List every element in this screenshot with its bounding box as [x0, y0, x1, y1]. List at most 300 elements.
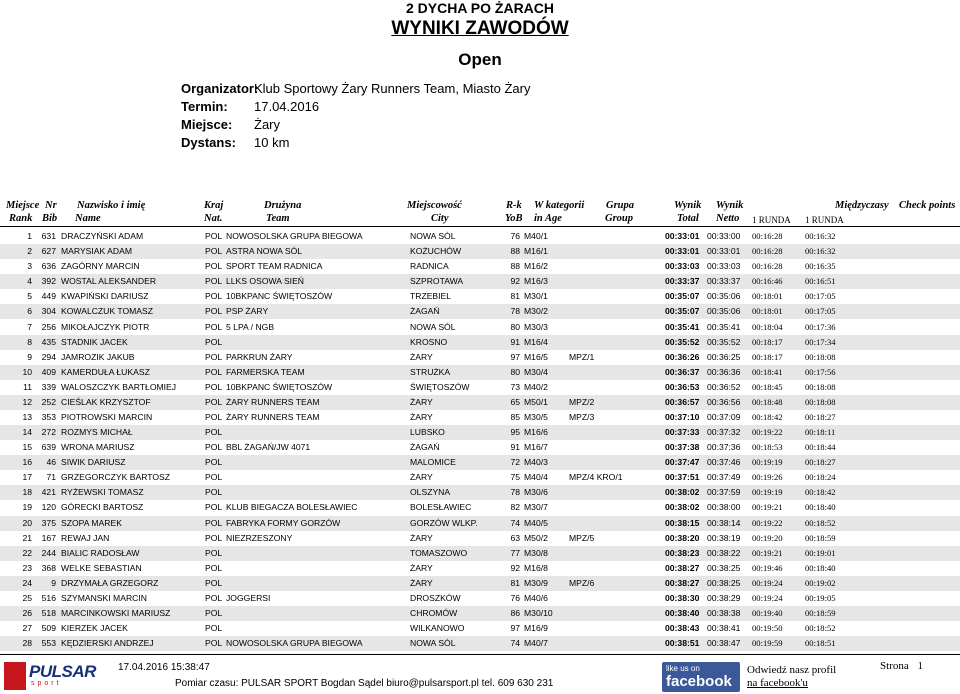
col-check: Check points [899, 200, 956, 211]
cell-netto: 00:37:59 [707, 487, 741, 498]
table-row [0, 320, 960, 335]
cell-rank: 22 [22, 547, 32, 558]
cell-yob: 78 [510, 306, 520, 317]
cell-group: MPZ/2 [569, 396, 595, 407]
cell-nat: POL [205, 381, 223, 392]
table-row [0, 229, 960, 244]
cell-total: 00:38:23 [665, 547, 700, 558]
col-nat-pl: Kraj [204, 200, 224, 211]
cell-city: ŻARY [410, 532, 433, 543]
cell-total: 00:35:07 [665, 291, 700, 302]
cell-total: 00:37:47 [665, 457, 700, 468]
cell-group: MPZ/5 [569, 532, 595, 543]
cell-r1: 00:19:19 [752, 457, 783, 468]
cell-total: 00:35:41 [665, 321, 700, 332]
cell-total: 00:37:38 [665, 442, 700, 453]
cell-total: 00:33:03 [665, 261, 700, 272]
col-cat-pl: W kategorii [534, 200, 585, 211]
cell-city: ŻARY [410, 412, 433, 422]
table-row [0, 621, 960, 636]
cell-bib: 9 [51, 577, 56, 588]
cell-cat: M30/1 [524, 291, 548, 302]
table-row [0, 365, 960, 380]
cell-r1: 00:18:01 [752, 306, 783, 317]
cell-nat: POL [205, 396, 223, 407]
cell-netto: 00:37:32 [707, 427, 741, 437]
cell-yob: 77 [510, 547, 520, 558]
cell-nat: POL [205, 517, 223, 528]
cell-city: ŻARY [410, 562, 433, 573]
cell-bib: 375 [41, 517, 56, 528]
cell-netto: 00:33:00 [707, 231, 741, 241]
cell-rank: 19 [22, 502, 32, 513]
cell-rank: 5 [27, 291, 32, 302]
cell-cat: M30/5 [524, 412, 548, 422]
cell-total: 00:36:26 [665, 351, 700, 362]
table-row [0, 335, 960, 350]
cell-netto: 00:37:36 [707, 442, 741, 453]
cell-yob: 88 [510, 261, 520, 272]
cell-team: 10BKPANC ŚWIĘTOSZÓW [226, 381, 333, 392]
col-netto-pl: Wynik [716, 200, 744, 211]
cell-r1: 00:18:04 [752, 321, 783, 332]
cell-r1: 00:18:45 [752, 381, 783, 392]
cell-yob: 92 [510, 562, 520, 573]
cell-name: BIALIC RADOSŁAW [61, 547, 140, 558]
category-title: Open [458, 50, 502, 69]
cell-r2: 00:18:40 [805, 562, 836, 573]
cell-rank: 11 [23, 381, 32, 392]
cell-netto: 00:38:29 [707, 592, 741, 603]
cell-rank: 6 [27, 306, 32, 317]
cell-total: 00:37:51 [665, 472, 700, 483]
table-row [0, 546, 960, 561]
cell-city: ŻAGAŃ [410, 442, 440, 453]
cell-r2: 00:19:01 [805, 547, 836, 558]
cell-netto: 00:38:41 [707, 623, 741, 634]
cell-r2: 00:18:51 [805, 638, 836, 649]
cell-netto: 00:36:52 [707, 381, 741, 392]
col-team-en: Team [266, 213, 290, 224]
cell-cat: M30/6 [524, 487, 548, 498]
cell-bib: 120 [41, 502, 56, 513]
cell-cat: M40/1 [524, 231, 548, 241]
cell-r1: 00:16:28 [752, 231, 783, 241]
cell-yob: 80 [510, 321, 520, 332]
cell-total: 00:36:37 [665, 366, 700, 377]
facebook-badge-big: facebook [666, 673, 732, 690]
cell-r1: 00:19:24 [752, 592, 783, 603]
pulsar-logo [4, 662, 96, 690]
cell-city: GORZÓW WLKP. [410, 517, 478, 528]
col-rank-en: Rank [9, 213, 33, 224]
cell-team: PSP ŻARY [226, 306, 269, 317]
cell-nat: POL [205, 291, 223, 302]
cell-total: 00:35:52 [665, 336, 700, 347]
cell-r2: 00:17:34 [805, 336, 836, 347]
cell-name: JAMROZIK JAKUB [61, 351, 135, 362]
cell-netto: 00:38:22 [707, 547, 741, 558]
cell-bib: 304 [41, 306, 56, 317]
facebook-badge-small: like us on [666, 664, 700, 673]
cell-city: LUBSKO [410, 427, 445, 437]
cell-r2: 00:17:05 [805, 291, 836, 302]
cell-name: REWAJ JAN [61, 532, 110, 543]
cell-nat: POL [205, 306, 223, 317]
cell-city: TRZEBIEL [410, 291, 452, 302]
cell-name: ROZMYS MICHAŁ [61, 427, 133, 437]
table-row [0, 531, 960, 546]
cell-city: WILKANOWO [410, 623, 465, 634]
cell-r2: 00:18:42 [805, 487, 836, 498]
cell-cat: M40/6 [524, 592, 548, 603]
cell-cat: M16/9 [524, 623, 548, 634]
cell-city: ŻAGAŃ [410, 306, 440, 317]
table-row [0, 274, 960, 289]
cell-netto: 00:33:37 [707, 276, 741, 287]
cell-total: 00:38:15 [665, 517, 700, 528]
cell-bib: 392 [41, 276, 56, 287]
cell-cat: M50/2 [524, 532, 548, 543]
cell-city: KOŻUCHÓW [410, 246, 462, 257]
cell-city: MALOMICE [410, 457, 456, 468]
cell-name: SZOPA MAREK [61, 517, 122, 528]
date-value: 17.04.2016 [254, 99, 320, 114]
timing-info: Pomiar czasu: PULSAR SPORT Bogdan Sądel biuro@pulsarsport.pl tel. 609 630 231 [175, 678, 554, 689]
cell-total: 00:38:20 [665, 532, 700, 543]
cell-netto: 00:37:09 [707, 412, 741, 422]
cell-r1: 00:19:22 [752, 427, 783, 437]
cell-rank: 13 [22, 412, 32, 422]
cell-bib: 339 [41, 381, 56, 392]
cell-cat: M16/6 [524, 427, 548, 437]
cell-rank: 4 [27, 276, 32, 287]
cell-rank: 12 [22, 396, 32, 407]
cell-bib: 636 [41, 261, 56, 272]
cell-cat: M40/3 [524, 457, 548, 468]
cell-rank: 16 [22, 457, 32, 468]
cell-nat: POL [205, 351, 223, 362]
cell-r2: 00:18:52 [805, 517, 836, 528]
col-city-en: City [431, 213, 449, 224]
table-row [0, 500, 960, 515]
col-rank-pl: Miejsce [6, 200, 40, 211]
cell-team: PARKRUN ŻARY [226, 351, 293, 362]
cell-r2: 00:18:08 [805, 351, 836, 362]
cell-r1: 00:19:46 [752, 562, 783, 573]
cell-total: 00:38:43 [665, 623, 700, 634]
table-row [0, 516, 960, 531]
cell-total: 00:38:51 [665, 638, 700, 649]
cell-nat: POL [205, 231, 223, 241]
cell-city: ŻARY [410, 351, 433, 362]
cell-netto: 00:38:38 [707, 608, 741, 618]
cell-bib: 244 [41, 547, 56, 558]
results-title: WYNIKI ZAWODÓW [391, 18, 569, 39]
cell-r2: 00:18:44 [805, 442, 836, 453]
col-bib-pl: Nr [45, 200, 57, 211]
cell-city: CHROMÓW [410, 608, 458, 618]
cell-bib: 294 [41, 351, 56, 362]
cell-yob: 73 [510, 381, 520, 392]
table-row [0, 410, 960, 425]
cell-r1: 00:19:24 [752, 577, 783, 588]
cell-bib: 256 [41, 321, 56, 332]
col-total-en: Total [677, 213, 699, 224]
cell-r2: 00:16:35 [805, 261, 836, 272]
col-group-en: Group [605, 213, 634, 224]
cell-name: KOWALCZUK TOMASZ [61, 306, 153, 317]
cell-name: DRACZYŃSKI ADAM [61, 231, 144, 241]
cell-cat: M40/7 [524, 638, 548, 649]
cell-nat: POL [205, 457, 223, 468]
cell-name: ZAGÓRNY MARCIN [61, 261, 140, 272]
cell-yob: 76 [510, 231, 520, 241]
table-row [0, 395, 960, 410]
cell-bib: 353 [41, 412, 56, 422]
page-label: Strona [880, 660, 909, 672]
cell-name: MARYSIAK ADAM [61, 246, 132, 257]
cell-r2: 00:17:36 [805, 321, 836, 332]
cell-name: WRONA MARIUSZ [61, 442, 135, 453]
cell-yob: 82 [510, 502, 520, 513]
cell-bib: 409 [41, 366, 56, 377]
cell-r2: 00:18:08 [805, 396, 836, 407]
cell-nat: POL [205, 608, 223, 618]
cell-team: JOGGERSI [226, 592, 271, 603]
cell-rank: 21 [22, 532, 32, 543]
cell-group: MPZ/4 KRO/1 [569, 472, 623, 483]
cell-team: LLKS OSOWA SIEŃ [226, 276, 305, 287]
cell-city: ŻARY [410, 472, 433, 483]
cell-r1: 00:18:41 [752, 366, 783, 377]
col-splits: Międzyczasy [835, 200, 889, 211]
cell-bib: 71 [46, 472, 56, 483]
cell-r1: 00:18:17 [752, 351, 783, 362]
table-row [0, 591, 960, 606]
cell-bib: 368 [41, 562, 56, 573]
cell-name: STADNIK JACEK [61, 336, 128, 347]
place-label: Miejsce: [181, 117, 233, 132]
cell-team: SPORT TEAM RADNICA [226, 261, 323, 272]
cell-nat: POL [205, 412, 223, 422]
cell-nat: POL [205, 487, 223, 498]
cell-yob: 75 [510, 472, 520, 483]
cell-r2: 00:16:51 [805, 276, 836, 287]
cell-yob: 65 [510, 396, 520, 407]
cell-name: PIOTROWSKI MARCIN [61, 412, 153, 422]
page-indicator [880, 660, 923, 672]
cell-rank: 20 [22, 517, 32, 528]
col-group-pl: Grupa [606, 200, 635, 211]
pulsar-logo-icon [4, 662, 26, 690]
cell-nat: POL [205, 592, 223, 603]
cell-r2: 00:18:40 [805, 502, 836, 513]
cell-yob: 76 [510, 592, 520, 603]
cell-total: 00:38:02 [665, 487, 700, 498]
cell-team: NOWOSOLSKA GRUPA BIEGOWA [226, 231, 363, 241]
cell-r1: 00:19:20 [752, 532, 783, 543]
cell-netto: 00:33:01 [707, 246, 741, 257]
cell-bib: 516 [41, 592, 56, 603]
cell-nat: POL [205, 623, 223, 634]
col-yob-en: YoB [505, 213, 523, 224]
cell-r1: 00:18:42 [752, 412, 783, 422]
cell-bib: 631 [41, 231, 56, 241]
cell-rank: 18 [22, 487, 32, 498]
cell-rank: 8 [27, 336, 32, 347]
cell-netto: 00:36:25 [707, 351, 741, 362]
cell-total: 00:33:01 [665, 231, 700, 241]
cell-r1: 00:19:21 [752, 547, 783, 558]
cell-r1: 00:19:26 [752, 472, 783, 483]
cell-r1: 00:18:17 [752, 336, 783, 347]
cell-cat: M16/3 [524, 276, 548, 287]
cell-rank: 17 [22, 472, 32, 483]
cell-netto: 00:38:47 [707, 638, 741, 649]
page-number: 1 [917, 660, 923, 672]
cell-yob: 78 [510, 487, 520, 498]
cell-city: STRUŻKA [410, 366, 451, 377]
cell-cat: M40/4 [524, 472, 548, 483]
table-row [0, 561, 960, 576]
cell-total: 00:35:07 [665, 306, 700, 317]
cell-r1: 00:16:28 [752, 261, 783, 272]
facebook-badge[interactable] [662, 662, 740, 692]
facebook-text-line2: na facebook'u [747, 677, 808, 689]
cell-cat: M16/7 [524, 442, 548, 453]
cell-name: KAMERDUŁA ŁUKASZ [61, 366, 150, 377]
cell-rank: 24 [22, 577, 32, 588]
col-r1: 1 RUNDA [752, 215, 791, 225]
col-cat-en: in Age [534, 213, 562, 224]
cell-bib: 421 [41, 487, 56, 498]
cell-city: OLSZYNA [410, 487, 451, 498]
cell-yob: 74 [510, 638, 520, 649]
cell-yob: 91 [510, 336, 520, 347]
cell-name: KWAPIŃSKI DARIUSZ [61, 291, 149, 302]
cell-rank: 28 [22, 638, 32, 649]
cell-city: KROSNO [410, 336, 448, 347]
cell-netto: 00:36:36 [707, 366, 741, 377]
cell-bib: 435 [41, 336, 56, 347]
cell-name: MIKOŁAJCZYK PIOTR [61, 321, 150, 332]
cell-team: ASTRA NOWA SÓL [226, 246, 303, 257]
cell-cat: M40/5 [524, 517, 548, 528]
cell-team: BBL ŻAGAŃ/JW 4071 [226, 442, 311, 453]
cell-team: NIEZRZESZONY [226, 532, 293, 543]
cell-nat: POL [205, 366, 223, 377]
cell-r1: 00:19:19 [752, 487, 783, 498]
cell-cat: M40/2 [524, 381, 548, 392]
cell-r2: 00:18:52 [805, 623, 836, 634]
cell-total: 00:37:33 [665, 427, 700, 437]
cell-total: 00:38:30 [665, 592, 700, 603]
col-yob-pl: R-k [506, 200, 522, 211]
cell-netto: 00:37:46 [707, 457, 741, 468]
cell-nat: POL [205, 532, 223, 543]
cell-netto: 00:38:19 [707, 532, 741, 543]
cell-group: MPZ/3 [569, 412, 595, 422]
cell-nat: POL [205, 547, 223, 558]
table-row [0, 380, 960, 395]
cell-bib: 449 [41, 291, 56, 302]
cell-name: GÓRECKI BARTOSZ [61, 502, 144, 513]
cell-total: 00:33:01 [665, 246, 700, 257]
distance-value: 10 km [254, 135, 290, 150]
cell-name: SIWIK DARIUSZ [61, 457, 126, 468]
cell-netto: 00:37:49 [707, 472, 741, 483]
cell-r2: 00:17:56 [805, 366, 836, 377]
cell-name: RYŻEWSKI TOMASZ [61, 487, 144, 498]
cell-name: MARCINKOWSKI MARIUSZ [61, 608, 171, 618]
cell-yob: 81 [510, 291, 520, 302]
cell-group: MPZ/6 [569, 577, 595, 588]
cell-nat: POL [205, 276, 223, 287]
cell-city: ŚWIĘTOSZÓW [410, 381, 470, 392]
cell-netto: 00:35:06 [707, 306, 741, 317]
cell-nat: POL [205, 321, 223, 332]
cell-bib: 46 [46, 457, 56, 468]
cell-r1: 00:19:50 [752, 623, 783, 634]
cell-yob: 80 [510, 366, 520, 377]
facebook-text-line1: Odwiedź nasz profil [747, 664, 837, 676]
cell-total: 00:36:57 [665, 396, 700, 407]
cell-netto: 00:38:00 [707, 502, 741, 513]
table-row [0, 576, 960, 591]
table-row [0, 636, 960, 651]
cell-r2: 00:18:59 [805, 532, 836, 543]
cell-netto: 00:35:41 [707, 321, 741, 332]
table-row [0, 440, 960, 455]
cell-r1: 00:19:59 [752, 638, 783, 649]
col-name-en: Name [75, 213, 101, 224]
cell-r1: 00:19:40 [752, 608, 783, 618]
cell-r2: 00:18:11 [805, 427, 836, 437]
cell-yob: 97 [510, 623, 520, 634]
cell-rank: 2 [27, 246, 32, 257]
col-city-pl: Miejscowość [407, 200, 462, 211]
cell-nat: POL [205, 336, 223, 347]
cell-r2: 00:17:05 [805, 306, 836, 317]
organizer-value: Klub Sportowy Żary Runners Team, Miasto Żary [254, 81, 531, 96]
cell-total: 00:38:27 [665, 577, 700, 588]
pulsar-logo-sub: sport [31, 680, 62, 687]
cell-yob: 63 [510, 532, 520, 543]
cell-city: NOWA SÓL [410, 231, 456, 241]
cell-name: KĘDZIERSKI ANDRZEJ [61, 638, 154, 649]
table-row [0, 304, 960, 319]
cell-rank: 26 [22, 608, 32, 618]
table-row [0, 470, 960, 485]
cell-rank: 9 [27, 351, 32, 362]
cell-yob: 91 [510, 442, 520, 453]
cell-netto: 00:36:56 [707, 396, 741, 407]
cell-r2: 00:18:27 [805, 457, 836, 468]
pulsar-logo-text: PULSAR [29, 662, 96, 681]
table-row [0, 259, 960, 274]
facebook-text [747, 664, 836, 690]
cell-team: 5 LPA / NGB [226, 321, 275, 332]
cell-cat: M16/4 [524, 336, 548, 347]
cell-city: NOWA SÓL [410, 321, 456, 332]
cell-name: GRZEGORCZYK BARTOSZ [61, 472, 171, 483]
cell-total: 00:38:02 [665, 502, 700, 513]
cell-city: TOMASZOWO [410, 547, 468, 558]
cell-yob: 74 [510, 517, 520, 528]
cell-yob: 86 [510, 608, 520, 618]
cell-r1: 00:18:53 [752, 442, 783, 453]
